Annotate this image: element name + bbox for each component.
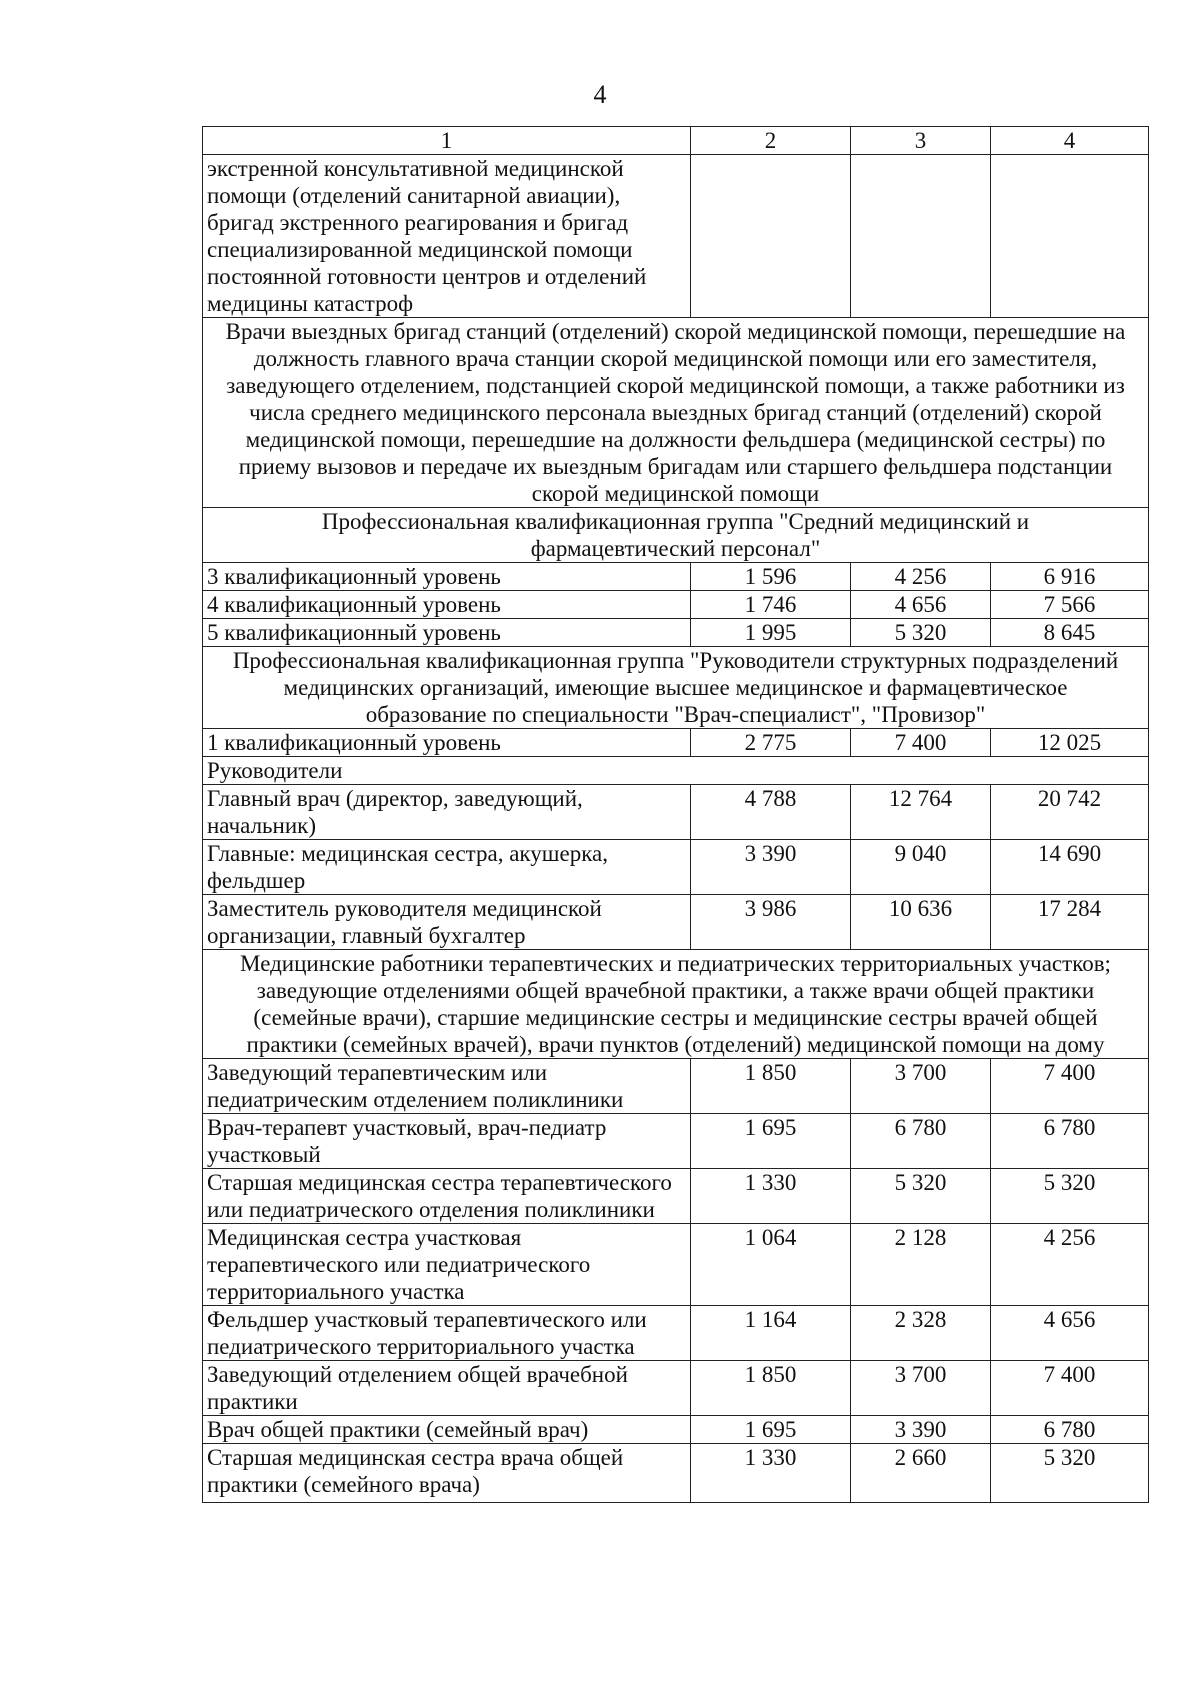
value-col-3: 5 320 (851, 619, 991, 647)
group2-title: Профессиональная квалификационная группа "Руководители структурных подразделений медицинских организаций, имеющие высшее медицинское и фармацевтическое образование по специальности "Врач-специалист", "Провизор" (203, 647, 1149, 729)
row-label: Заведующий отделением общей врачебной практики (203, 1361, 691, 1416)
value-col-4: 5 320 (991, 1444, 1149, 1503)
value-col-2: 1 695 (691, 1114, 851, 1169)
value-col-3: 10 636 (851, 895, 991, 950)
value-col-4: 14 690 (991, 840, 1149, 895)
value-col-4: 7 400 (991, 1059, 1149, 1114)
continuation-text: экстренной консультативной медицинской помощи (отделений санитарной авиации), бригад экстренного реагирования и бригад специализированной медицинской помощи постоянной готовности центров и отделений медицины катастроф (203, 155, 691, 318)
table-row (203, 1169, 1149, 1224)
section-title-paramedics: Врачи выездных бригад станций (отделений) скорой медицинской помощи, перешедшие на должность главного врача станции скорой медицинской помощи или его заместителя, заведующего отделением, подстанцией скорой медицинской помощи, а также работники из числа среднего медицинского персонала выездных бригад станций (отделений) скорой медицинской помощи, перешедшие на должности фельдшера (медицинской сестры) по приему вызовов и передаче их выездным бригадам или старшего фельдшера подстанции скорой медицинской помощи (203, 318, 1149, 508)
table-row (203, 1361, 1149, 1416)
value-col-4: 4 256 (991, 1224, 1149, 1306)
value-col-2: 3 390 (691, 840, 851, 895)
value-col-4: 6 916 (991, 563, 1149, 591)
value-col-2: 4 788 (691, 785, 851, 840)
section-title-districts: Медицинские работники терапевтических и педиатрических территориальных участков; заведующие отделениями общей врачебной практики, а также врачи общей практики (семейные врачи), старшие медицинские сестры и медицинские сестры врачей общей практики (семейных врачей), врачи пунктов (отделений) медицинской помощи на дому (203, 950, 1149, 1059)
value-col-3: 5 320 (851, 1169, 991, 1224)
value-col-3: 6 780 (851, 1114, 991, 1169)
table-row (203, 1059, 1149, 1114)
section-row (203, 318, 1149, 508)
value-col-3: 3 390 (851, 1416, 991, 1444)
table-row (203, 895, 1149, 950)
row-label: Старшая медицинская сестра врача общей практики (семейного врача) (203, 1444, 691, 1503)
empty-cell (851, 155, 991, 318)
value-col-2: 1 850 (691, 1059, 851, 1114)
table-row (203, 1114, 1149, 1169)
table-row (203, 1416, 1149, 1444)
row-label: Заведующий терапевтическим или педиатрическим отделением поликлиники (203, 1059, 691, 1114)
table-row (203, 1444, 1149, 1503)
empty-cell (691, 155, 851, 318)
table-row (203, 1224, 1149, 1306)
value-col-3: 12 764 (851, 785, 991, 840)
table-row (203, 591, 1149, 619)
row-label: Главный врач (директор, заведующий, начальник) (203, 785, 691, 840)
table-header-row (203, 127, 1149, 155)
managers-title: Руководители (203, 757, 1149, 785)
value-col-4: 7 400 (991, 1361, 1149, 1416)
row-label: 5 квалификационный уровень (203, 619, 691, 647)
group1-title: Профессиональная квалификационная группа "Средний медицинский и фармацевтический персонал" (203, 508, 1149, 563)
section-row (203, 950, 1149, 1059)
value-col-2: 1 064 (691, 1224, 851, 1306)
value-col-3: 2 660 (851, 1444, 991, 1503)
salary-table (202, 126, 1149, 1503)
value-col-4: 5 320 (991, 1169, 1149, 1224)
value-col-2: 2 775 (691, 729, 851, 757)
table-row (203, 729, 1149, 757)
header-col-2: 2 (691, 127, 851, 155)
subsection-row (203, 757, 1149, 785)
row-label: Заместитель руководителя медицинской организации, главный бухгалтер (203, 895, 691, 950)
continuation-row (203, 155, 1149, 318)
header-col-3: 3 (851, 127, 991, 155)
value-col-4: 8 645 (991, 619, 1149, 647)
value-col-2: 1 995 (691, 619, 851, 647)
header-col-4: 4 (991, 127, 1149, 155)
value-col-4: 7 566 (991, 591, 1149, 619)
row-label: Врач общей практики (семейный врач) (203, 1416, 691, 1444)
row-label: 4 квалификационный уровень (203, 591, 691, 619)
value-col-2: 1 596 (691, 563, 851, 591)
value-col-3: 2 128 (851, 1224, 991, 1306)
row-label: 3 квалификационный уровень (203, 563, 691, 591)
value-col-3: 3 700 (851, 1059, 991, 1114)
empty-cell (991, 155, 1149, 318)
row-label: 1 квалификационный уровень (203, 729, 691, 757)
value-col-2: 1 695 (691, 1416, 851, 1444)
value-col-3: 2 328 (851, 1306, 991, 1361)
value-col-2: 3 986 (691, 895, 851, 950)
value-col-4: 4 656 (991, 1306, 1149, 1361)
value-col-3: 9 040 (851, 840, 991, 895)
row-label: Медицинская сестра участковая терапевтического или педиатрического территориального участка (203, 1224, 691, 1306)
value-col-3: 7 400 (851, 729, 991, 757)
value-col-4: 12 025 (991, 729, 1149, 757)
group-title-row (203, 508, 1149, 563)
table-row (203, 619, 1149, 647)
value-col-4: 17 284 (991, 895, 1149, 950)
page-number: 4 (593, 80, 607, 109)
value-col-3: 4 656 (851, 591, 991, 619)
value-col-2: 1 850 (691, 1361, 851, 1416)
row-label: Главные: медицинская сестра, акушерка, фельдшер (203, 840, 691, 895)
row-label: Врач-терапевт участковый, врач-педиатр участковый (203, 1114, 691, 1169)
table-row (203, 785, 1149, 840)
value-col-2: 1 746 (691, 591, 851, 619)
value-col-2: 1 330 (691, 1169, 851, 1224)
row-label: Старшая медицинская сестра терапевтического или педиатрического отделения поликлиники (203, 1169, 691, 1224)
value-col-4: 6 780 (991, 1114, 1149, 1169)
value-col-3: 3 700 (851, 1361, 991, 1416)
value-col-2: 1 330 (691, 1444, 851, 1503)
table-row (203, 1306, 1149, 1361)
value-col-4: 6 780 (991, 1416, 1149, 1444)
value-col-2: 1 164 (691, 1306, 851, 1361)
table-row (203, 840, 1149, 895)
table-row (203, 563, 1149, 591)
group-title-row (203, 647, 1149, 729)
header-col-1: 1 (203, 127, 691, 155)
row-label: Фельдшер участковый терапевтического или педиатрического территориального участка (203, 1306, 691, 1361)
value-col-4: 20 742 (991, 785, 1149, 840)
value-col-3: 4 256 (851, 563, 991, 591)
